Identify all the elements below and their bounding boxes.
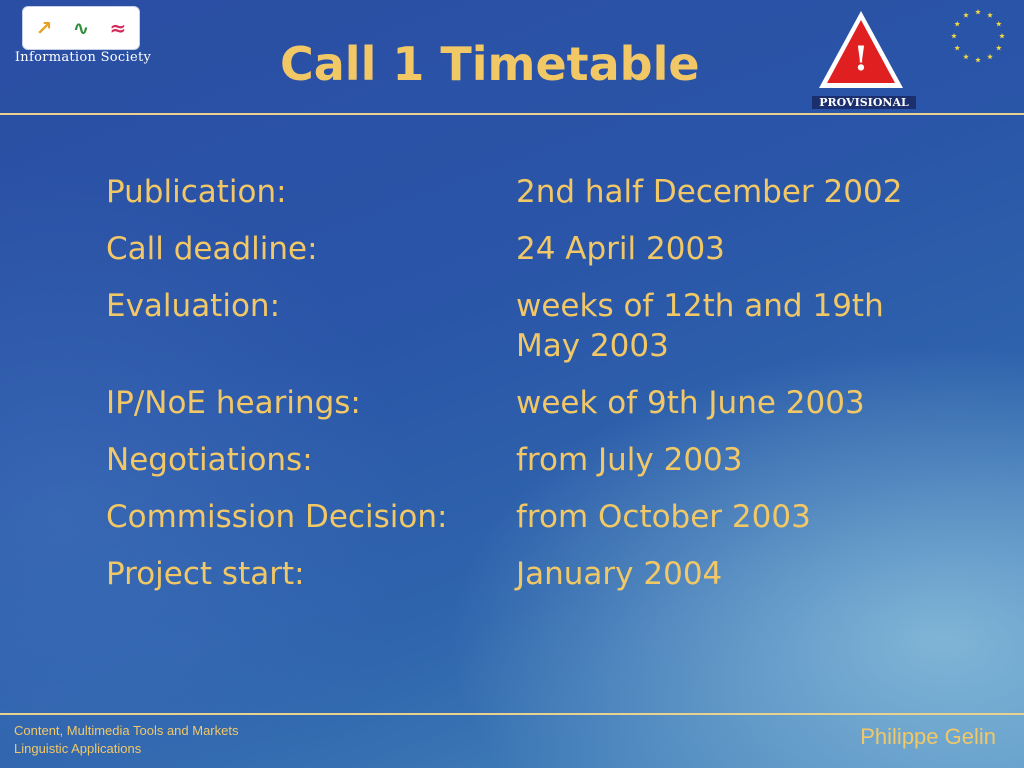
timetable-row [106,440,986,480]
footer-line-1: Content, Multimedia Tools and Markets [14,723,239,738]
eu-star [987,12,993,17]
row-value: 24 April 2003 [516,231,725,267]
row-label: Project start: [106,556,305,592]
provisional-warning [812,8,912,112]
row-label: Commission Decision: [106,499,448,535]
information-society-logo [8,6,158,66]
eu-star [987,54,993,59]
header-divider [0,113,1024,115]
footer-divider [0,713,1024,715]
footer-author: Philippe Gelin [860,724,996,749]
eu-star [954,21,960,26]
slide-title: Call 1 Timetable [280,37,700,91]
row-label: IP/NoE hearings: [106,385,361,421]
eu-star [963,54,969,59]
row-value: weeks of 12th and 19th May 2003 [516,288,884,364]
footer-line-2: Linguistic Applications [14,741,142,756]
eu-star [996,45,1002,50]
eu-star [963,12,969,17]
row-label: Publication: [106,174,287,210]
provisional-label: PROVISIONAL [812,96,916,109]
row-value: 2nd half December 2002 [516,174,903,210]
eu-stars-icon [948,6,1008,66]
eu-star [975,9,981,14]
timetable [106,172,986,611]
warning-triangle-icon [816,8,906,92]
row-value: week of 9th June 2003 [516,385,865,421]
footer-department [14,722,238,758]
warning-symbol: ! [853,39,869,79]
logo-caption: Information Society [14,50,152,65]
eu-star [954,45,960,50]
eu-star [951,33,957,38]
row-label: Negotiations: [106,442,313,478]
timetable-row [106,497,986,537]
timetable-row [106,554,986,594]
timetable-row [106,383,986,423]
row-label: Call deadline: [106,231,318,267]
arrow-icon: ↗ [35,16,53,40]
logo-tiles [22,6,140,50]
row-value: from July 2003 [516,442,743,478]
wave-icon: ∿ [72,16,90,40]
signal-icon: ≈ [109,16,127,40]
row-value: January 2004 [516,556,723,592]
timetable-row [106,172,986,212]
timetable-row [106,229,986,269]
row-label: Evaluation: [106,288,281,324]
eu-star [999,33,1005,38]
eu-star [975,57,981,62]
timetable-row [106,286,986,366]
eu-star [996,21,1002,26]
row-value: from October 2003 [516,499,811,535]
